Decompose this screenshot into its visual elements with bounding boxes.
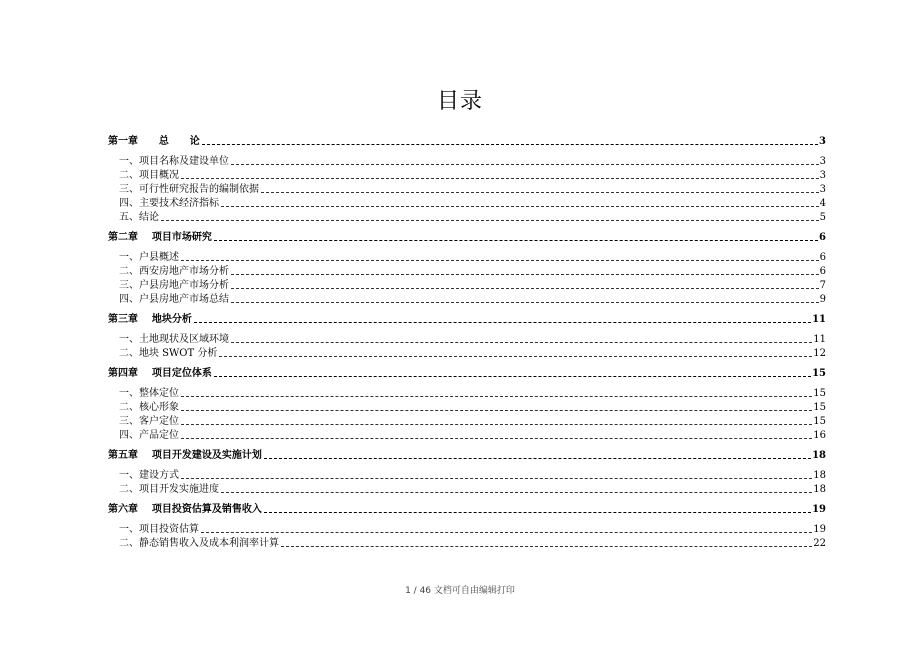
toc-page-number: 6 xyxy=(819,266,826,277)
toc-page-number: 6 xyxy=(819,232,826,243)
toc-dot-leader xyxy=(181,424,812,425)
toc-section-entry[interactable] xyxy=(108,414,826,428)
toc-section-entry[interactable] xyxy=(108,482,826,496)
toc-page-number: 15 xyxy=(813,416,826,427)
toc-page-number: 4 xyxy=(819,198,826,209)
toc-dot-leader xyxy=(194,322,811,323)
toc-page-number: 3 xyxy=(819,156,826,167)
toc-entry-label: 三、户县房地产市场分析 xyxy=(119,280,229,291)
toc-dot-leader xyxy=(181,438,812,439)
toc-section-entry[interactable] xyxy=(108,386,826,400)
toc-entry-label: 第四章 项目定位体系 xyxy=(108,368,212,379)
toc-dot-leader xyxy=(264,458,811,459)
toc-entry-label: 一、户县概述 xyxy=(119,252,179,263)
toc-entry-label: 四、产品定位 xyxy=(119,430,179,441)
toc-chapter-entry[interactable] xyxy=(108,230,826,244)
toc-page-number: 15 xyxy=(812,368,826,379)
page-title: 目录 xyxy=(436,89,483,114)
toc-dot-leader xyxy=(231,164,819,165)
toc-chapter-entry[interactable] xyxy=(108,312,826,326)
toc-page-number: 3 xyxy=(819,184,826,195)
toc-page-number: 3 xyxy=(819,170,826,181)
toc-page-number: 3 xyxy=(819,136,826,147)
toc-page-number: 18 xyxy=(813,484,826,495)
toc-dot-leader xyxy=(221,206,819,207)
toc-section-entry[interactable] xyxy=(108,428,826,442)
toc-dot-leader xyxy=(231,288,819,289)
toc-dot-leader xyxy=(161,220,819,221)
toc-entry-label: 一、整体定位 xyxy=(119,388,179,399)
toc-entry-label: 三、客户定位 xyxy=(119,416,179,427)
toc-page-number: 15 xyxy=(813,402,826,413)
toc-entry-label: 一、项目名称及建设单位 xyxy=(119,156,229,167)
toc-dot-leader xyxy=(181,410,812,411)
toc-dot-leader xyxy=(231,274,819,275)
toc-dot-leader xyxy=(181,260,819,261)
toc-page-number: 5 xyxy=(819,212,826,223)
toc-section-entry[interactable] xyxy=(108,522,826,536)
toc-page-number: 9 xyxy=(819,294,826,305)
toc-dot-leader xyxy=(214,240,818,241)
toc-section-entry[interactable] xyxy=(108,332,826,346)
toc-dot-leader xyxy=(219,356,812,357)
toc-entry-label: 第三章 地块分析 xyxy=(108,314,192,325)
toc-section-entry[interactable] xyxy=(108,250,826,264)
toc-entry-label: 一、建设方式 xyxy=(119,470,179,481)
toc-page-number: 11 xyxy=(813,334,826,345)
toc-section-entry[interactable] xyxy=(108,292,826,306)
toc-section-entry[interactable] xyxy=(108,168,826,182)
toc-entry-label: 二、项目概况 xyxy=(119,170,179,181)
toc-section-entry[interactable] xyxy=(108,182,826,196)
toc-section-entry[interactable] xyxy=(108,210,826,224)
toc-entry-label: 一、土地现状及区域环境 xyxy=(119,334,229,345)
toc-entry-label: 二、地块 SWOT 分析 xyxy=(119,348,218,359)
toc-page-number: 19 xyxy=(813,524,826,535)
toc-dot-leader xyxy=(181,396,812,397)
toc-page-number: 16 xyxy=(813,430,826,441)
toc-chapter-entry[interactable] xyxy=(108,502,826,516)
toc-entry-label: 第一章 总 论 xyxy=(108,136,200,147)
toc-entry-label: 第五章 项目开发建设及实施计划 xyxy=(108,450,262,461)
toc-page-number: 6 xyxy=(819,252,826,263)
toc-dot-leader xyxy=(281,546,812,547)
toc-entry-label: 第六章 项目投资估算及销售收入 xyxy=(108,504,262,515)
toc-page-number: 18 xyxy=(813,470,826,481)
toc-page-number: 12 xyxy=(813,348,826,359)
toc-entry-label: 二、核心形象 xyxy=(119,402,179,413)
toc-chapter-entry[interactable] xyxy=(108,134,826,148)
toc-section-entry[interactable] xyxy=(108,264,826,278)
toc-chapter-entry[interactable] xyxy=(108,448,826,462)
toc-entry-label: 三、可行性研究报告的编制依据 xyxy=(119,184,259,195)
toc-entry-label: 一、项目投资估算 xyxy=(119,524,199,535)
toc-section-entry[interactable] xyxy=(108,400,826,414)
toc-dot-leader xyxy=(261,192,819,193)
toc-dot-leader xyxy=(221,492,812,493)
toc-dot-leader xyxy=(231,342,812,343)
toc-dot-leader xyxy=(264,512,811,513)
toc-section-entry[interactable] xyxy=(108,278,826,292)
toc-entry-label: 二、项目开发实施进度 xyxy=(119,484,219,495)
toc-dot-leader xyxy=(231,302,819,303)
toc-page-number: 7 xyxy=(819,280,826,291)
page-footer: 1 / 46 文档可自由编辑打印 xyxy=(405,586,515,596)
toc-section-entry[interactable] xyxy=(108,346,826,360)
toc-page-number: 11 xyxy=(812,314,826,325)
toc-page-number: 19 xyxy=(812,504,826,515)
toc-page-number: 22 xyxy=(813,538,826,549)
toc-section-entry[interactable] xyxy=(108,154,826,168)
toc-section-entry[interactable] xyxy=(108,468,826,482)
toc-section-entry[interactable] xyxy=(108,196,826,210)
toc-chapter-entry[interactable] xyxy=(108,366,826,380)
toc-entry-label: 五、结论 xyxy=(119,212,159,223)
toc-dot-leader xyxy=(214,376,811,377)
toc-entry-label: 四、主要技术经济指标 xyxy=(119,198,219,209)
toc-dot-leader xyxy=(181,478,812,479)
toc-dot-leader xyxy=(181,178,819,179)
toc-entry-label: 二、西安房地产市场分析 xyxy=(119,266,229,277)
toc-entry-label: 四、户县房地产市场总结 xyxy=(119,294,229,305)
toc-entry-label: 第二章 项目市场研究 xyxy=(108,232,212,243)
toc-section-entry[interactable] xyxy=(108,536,826,550)
toc-entry-label: 二、静态销售收入及成本利润率计算 xyxy=(119,538,279,549)
toc-page-number: 15 xyxy=(813,388,826,399)
toc-dot-leader xyxy=(201,532,812,533)
toc-dot-leader xyxy=(202,144,818,145)
toc-page-number: 18 xyxy=(812,450,826,461)
